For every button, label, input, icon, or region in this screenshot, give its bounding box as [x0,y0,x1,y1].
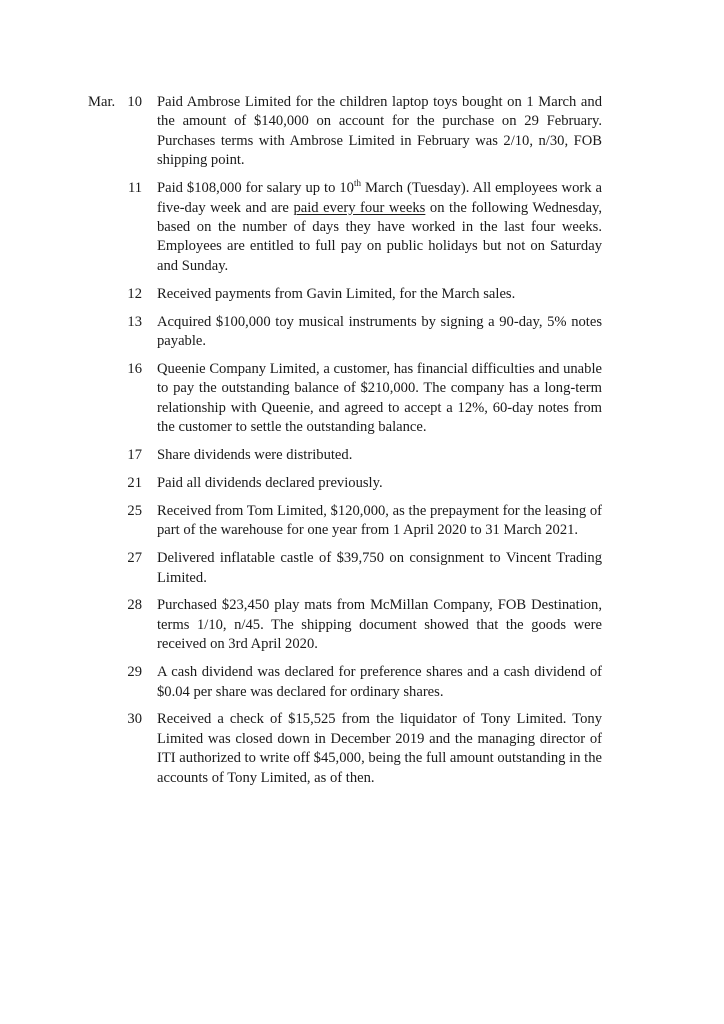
entry-day: 12 [127,285,142,302]
entry-day: 25 [127,502,142,519]
month-label: Mar. [88,94,116,110]
entry-mar-17 [88,446,616,465]
superscript: th [353,178,361,189]
entry-text: Purchased $23,450 play mats from McMillan Company, FOB Destination, terms 1/10, n/45. The shipping document showed that the goods were received on 3rd April 2020. [157,597,602,653]
entry-mar-16 [88,360,616,438]
entry-text-part: March (Tuesday). All employees work a five-day week and are [157,180,603,216]
entry-text [157,179,602,276]
entry-text: Received from Tom Limited, $120,000, as the prepayment for the leasing of part of the warehouse for one year from 1 April 2020 to 31 March 2021. [157,502,602,539]
entry-mar-10 [88,93,616,171]
entry-day: 16 [127,360,142,377]
entry-text: Queenie Company Limited, a customer, has financial difficulties and unable to pay the outstanding balance of $210,000. The company has a long-term relationship with Queenie, and agreed to accept a 12%, 60-day notes from the customer to settle the outstanding balance. [157,360,602,436]
entry-text: Received a check of $15,525 from the liquidator of Tony Limited. Tony Limited was closed down in December 2019 and the managing director of ITI authorized to write off $45,000, being the full amount outstanding in the accounts of Tony Limited, as of then. [157,711,602,786]
entry-text: Received payments from Gavin Limited, for the March sales. [157,285,516,302]
entry-text: Paid Ambrose Limited for the children laptop toys bought on 1 March and the amount of $140,000 on account for the purchase on 29 February. Purchases terms with Ambrose Limited in February was 2/10, n/30, FOB shipping point. [157,94,602,169]
entry-day: 13 [127,313,142,330]
underlined-text: paid every four weeks [293,199,426,216]
entry-mar-11 [88,179,616,276]
entry-day: 11 [127,180,142,197]
entry-text: Delivered inflatable castle of $39,750 on consignment to Vincent Trading Limited. [157,550,602,586]
entry-mar-12 [88,285,616,304]
entry-day: 17 [127,447,142,463]
entry-day: 28 [127,597,142,614]
entry-mar-25 [88,502,616,541]
entry-day: 21 [127,474,142,491]
entry-mar-30 [88,710,616,788]
entry-mar-29 [88,663,616,702]
entry-day: 10 [127,94,142,110]
entry-text-part: on the following Wednesday, based on the number of days they have worked in the last four weeks. Employees are entitled to full pay on public holidays but not on Saturday and Sunday. [157,199,603,274]
entry-text: Acquired $100,000 toy musical instruments by signing a 90-day, 5% notes payable. [157,313,602,349]
entry-mar-21 [88,474,616,493]
entry-text: Share dividends were distributed. [157,447,353,463]
entry-mar-13 [88,313,616,352]
entry-day: 30 [127,711,142,728]
entry-text: Paid all dividends declared previously. [157,474,383,491]
entry-day: 29 [127,664,142,681]
entry-text-part: Paid $108,000 for salary up to 10 [157,180,354,197]
entry-text: A cash dividend was declared for preference shares and a cash dividend of $0.04 per share was declared for ordinary shares. [157,664,602,700]
entry-mar-27 [88,549,616,588]
entry-day: 27 [127,550,142,567]
entry-mar-28 [88,596,616,654]
transaction-list [88,93,616,797]
